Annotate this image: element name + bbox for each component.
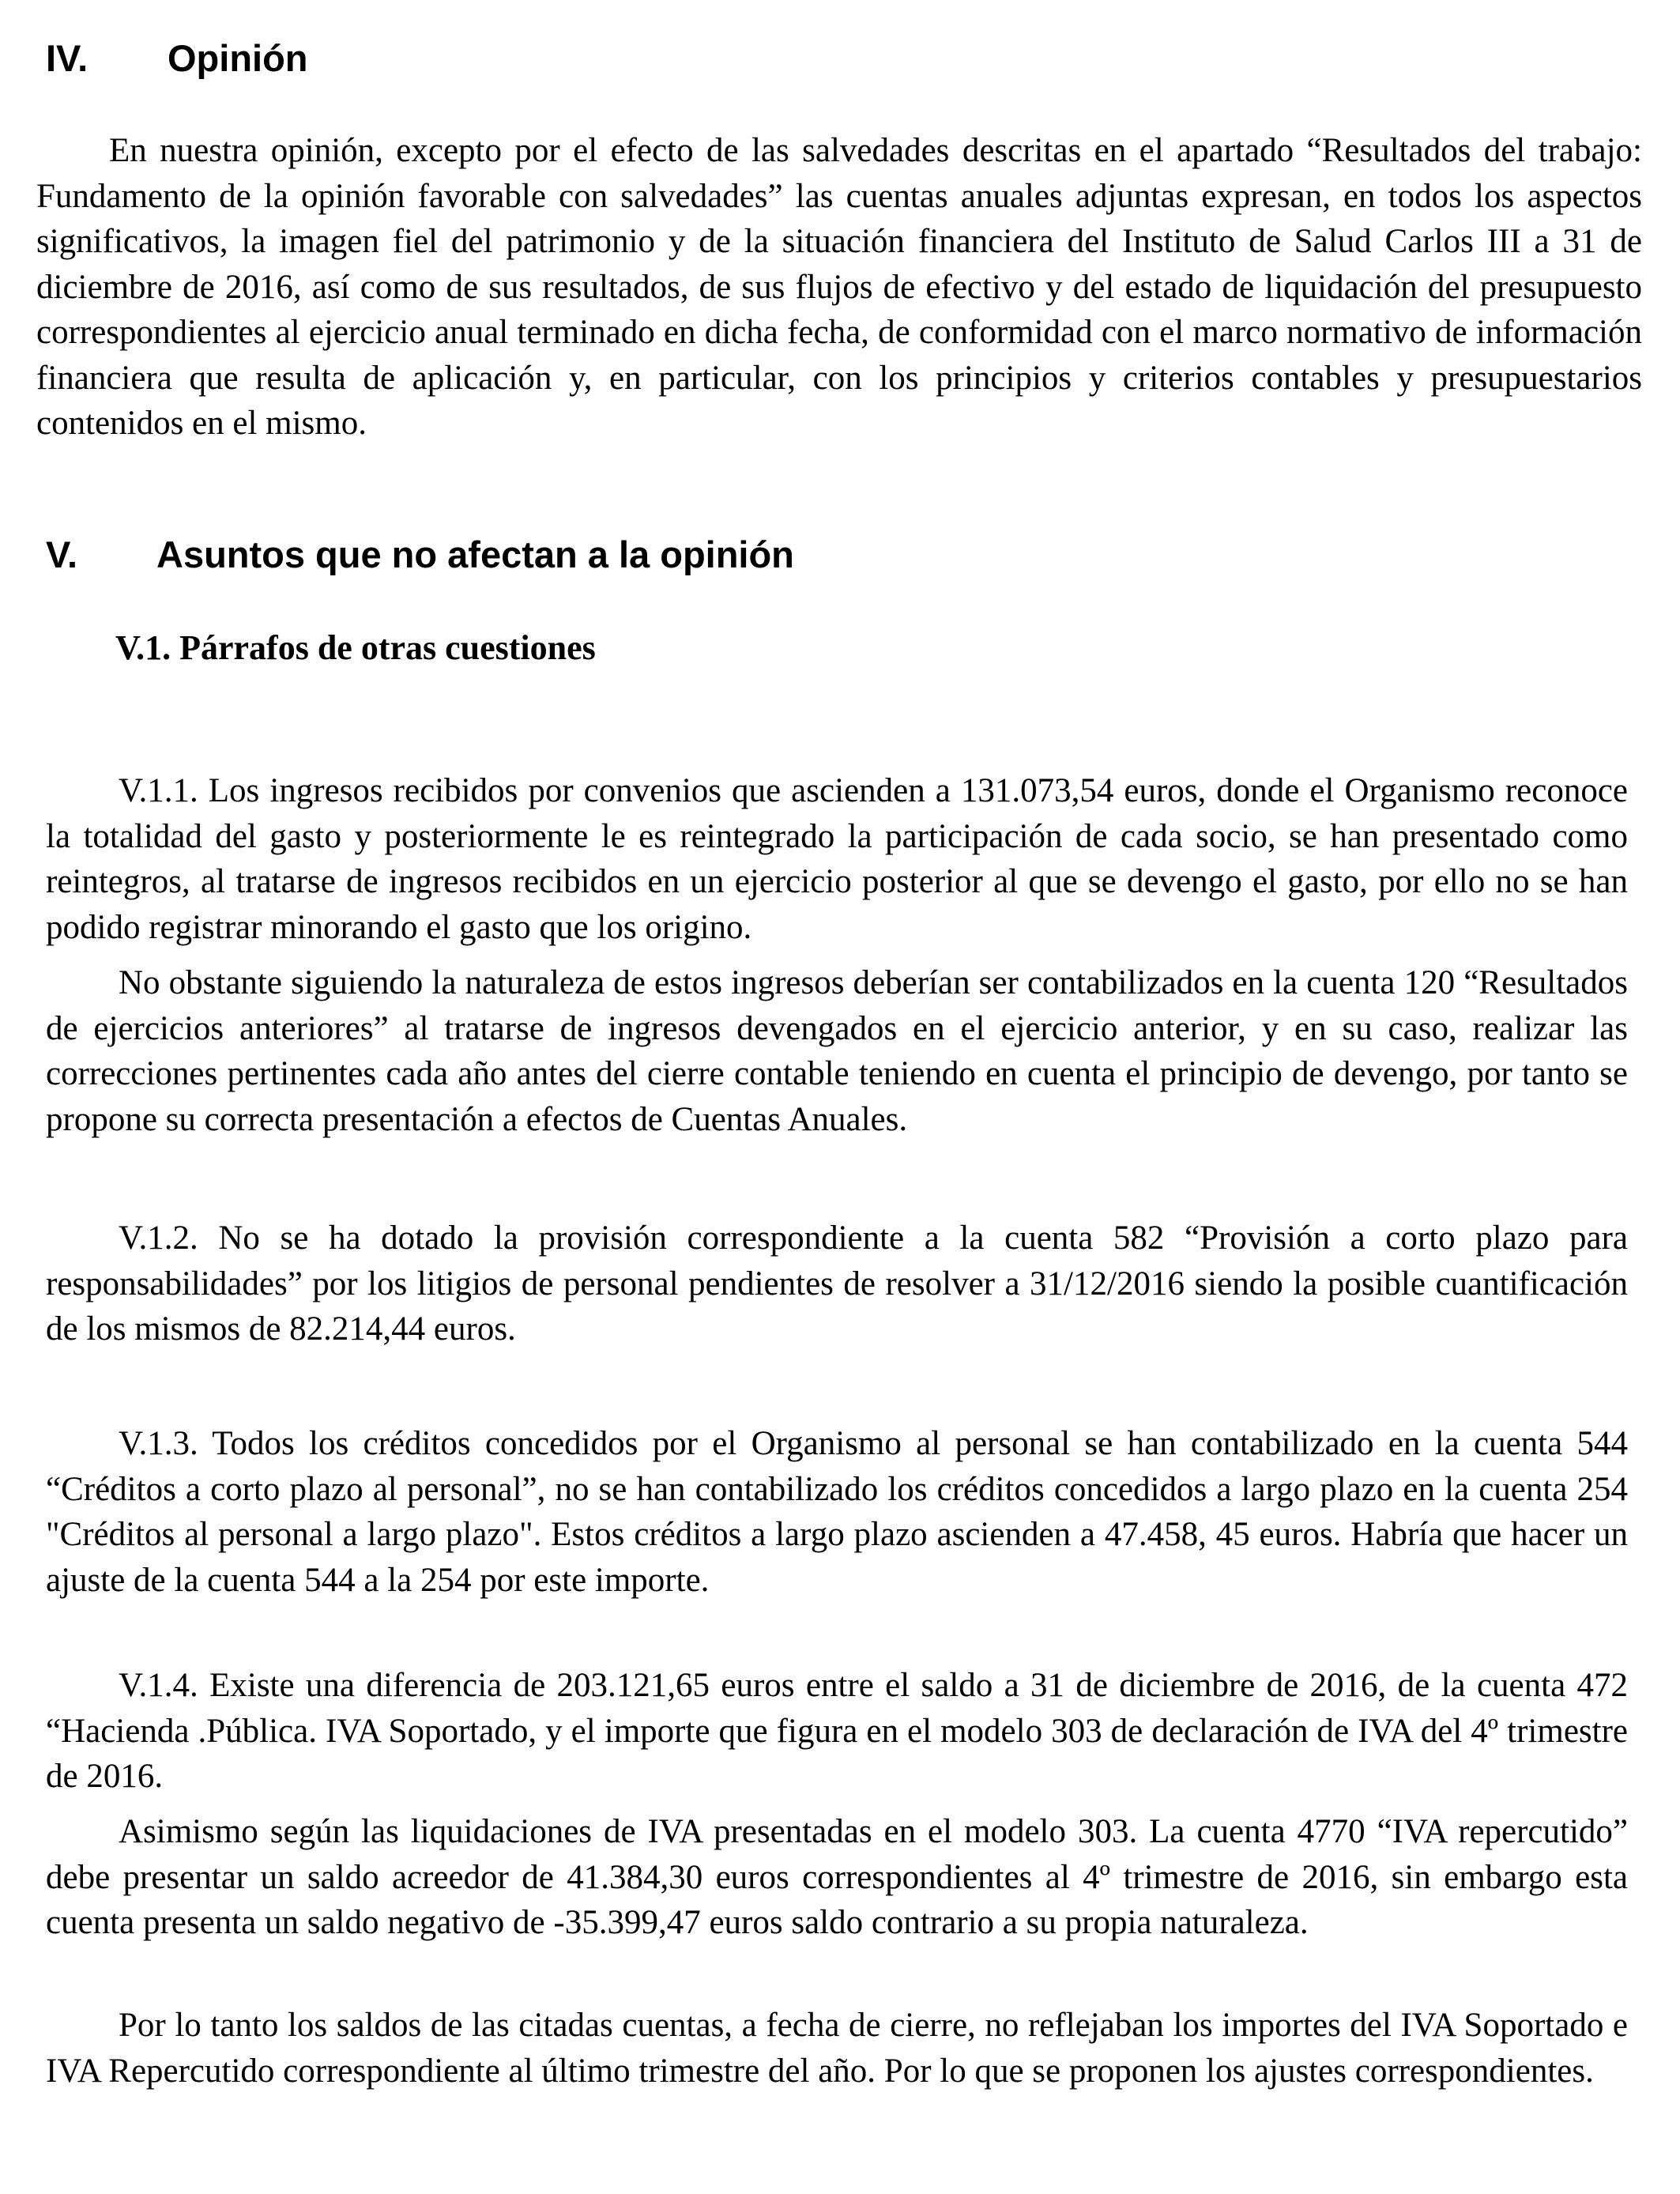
section-iv-paragraph: En nuestra opinión, excepto por el efecto de las salvedades descritas en el apartado “Resultados del trabajo: Fundamento de la opinión favorable con salvedades” las cuentas anuales adjuntas expresan, en todos los aspectos significativos, la imagen fiel del patrimonio y de la situación financiera del Instituto de Salud Carlos III a 31 de diciembre de 2016, así como de sus resultados, de sus flujos de efectivo y del estado de liquidación del presupuesto correspondientes al ejercicio anual terminado en dicha fecha, de conformidad con el marco normativo de información financiera que resulta de aplicación y, en particular, con los principios y criterios contables y presupuestarios contenidos en el mismo.	[36, 132, 1642, 442]
section-v-heading	[46, 533, 794, 577]
paragraph-v-1-2: V.1.2. No se ha dotado la provisión correspondiente a la cuenta 582 “Provisión a corto plazo para responsabilidades” por los litigios de personal pendientes de resolver a 31/12/2016 siendo la posible cuantificación de los mismos de 82.214,44 euros.	[46, 1220, 1628, 1348]
section-iv-title: Opinión	[168, 37, 308, 79]
section-iv-heading	[46, 36, 308, 81]
paragraph-v-1-4-conclusion: Por lo tanto los saldos de las citadas cuentas, a fecha de cierre, no reflejaban los importes del IVA Soportado e IVA Repercutido correspondiente al último trimestre del año. Por lo que se proponen los ajustes correspondientes.	[46, 2007, 1628, 2090]
paragraph-v-1-4: V.1.4. Existe una diferencia de 203.121,65 euros entre el saldo a 31 de diciembre de 2016, de la cuenta 472 “Hacienda .Pública. IVA Soportado, y el importe que figura en el modelo 303 de declaración de IVA del 4º trimestre de 2016.	[46, 1667, 1628, 1795]
paragraph-v-1-1-continued: No obstante siguiendo la naturaleza de estos ingresos deberían ser contabilizados en la cuenta 120 “Resultados de ejercicios anteriores” al tratarse de ingresos devengados en el ejercicio anterior, y en su caso, realizar las correcciones pertinentes cada año antes del cierre contable teniendo en cuenta el principio de devengo, por tanto se propone su correcta presentación a efectos de Cuentas Anuales.	[46, 964, 1628, 1138]
paragraph-v-1-3: V.1.3. Todos los créditos concedidos por el Organismo al personal se han contabilizado en la cuenta 544 “Créditos a corto plazo al personal”, no se han contabilizado los créditos concedidos a largo plazo en la cuenta 254 "Créditos al personal a largo plazo". Estos créditos a largo plazo ascienden a 47.458, 45 euros. Habría que hacer un ajuste de la cuenta 544 a la 254 por este importe.	[46, 1425, 1628, 1599]
section-v-title: Asuntos que no afectan a la opinión	[156, 533, 794, 575]
paragraph-v-1-1: V.1.1. Los ingresos recibidos por convenios que ascienden a 131.073,54 euros, donde el Organismo reconoce la totalidad del gasto y posteriormente le es reintegrado la participación de cada socio, se han presentado como reintegros, al tratarse de ingresos recibidos en un ejercicio posterior al que se devengo el gasto, por ello no se han podido registrar minorando el gasto que los origino.	[46, 772, 1628, 946]
section-iv-number: IV.	[46, 37, 89, 79]
section-v-number: V.	[46, 533, 78, 575]
paragraph-v-1-4-iva-repercutido: Asimismo según las liquidaciones de IVA presentadas en el modelo 303. La cuenta 4770 “IVA repercutido” debe presentar un saldo acreedor de 41.384,30 euros correspondientes al 4º trimestre de 2016, sin embargo esta cuenta presenta un saldo negativo de -35.399,47 euros saldo contrario a su propia naturaleza.	[46, 1813, 1628, 1941]
subsection-v1-heading: V.1. Párrafos de otras cuestiones	[115, 628, 596, 667]
